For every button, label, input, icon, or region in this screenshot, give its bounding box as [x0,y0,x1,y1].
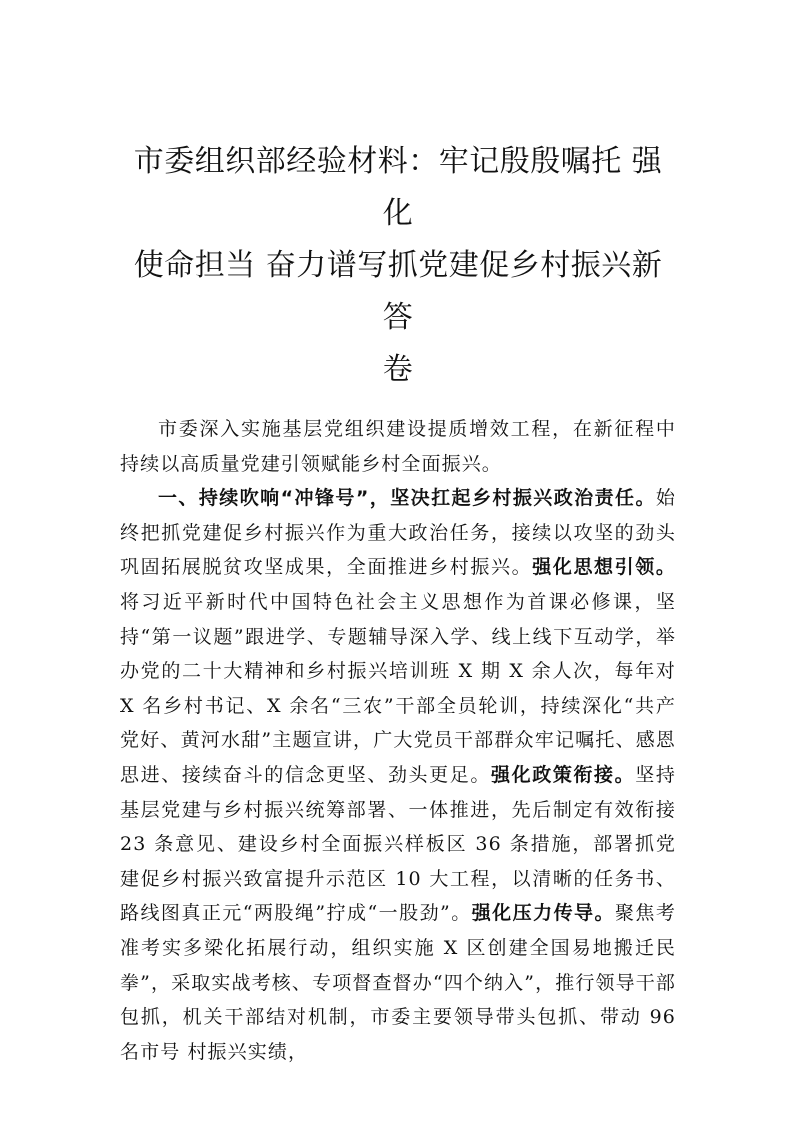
subheading-ideological-guidance: 强化思想引领。 [532,556,676,579]
document-title [120,136,676,396]
intro-paragraph: 市委深入实施基层党组织建设提质增效工程，在新征程中持续以高质量党建引领赋能乡村全面振兴。 [120,418,676,475]
title-line-2: 使命担当 奋力谱写抓党建促乡村振兴新答 [133,248,663,335]
policy-connection-text: 坚持基层党建与乡村振兴统筹部署、一体推进，先后制定有效衔接 23 条意见、建设乡村全面振兴样板区 36 条措施，部署抓党建促乡村振兴致富提升示范区 10 大工程，以清晰的任务书、路线图真正元“两股绳”拧成“一股劲”。 [120,763,676,925]
section-1-paragraph [120,481,676,1069]
subheading-pressure-transmission: 强化压力传导。 [471,902,615,925]
section-1-heading: 一、持续吹响“冲锋号”，坚决扛起乡村振兴政治责任。 [158,487,656,510]
title-line-3: 卷 [382,352,414,387]
subheading-policy-connection: 强化政策衔接。 [491,763,636,786]
pressure-transmission-text: 聚焦考准考实多梁化拓展行动，组织实施 X 区创建全国易地搬迁民拳”，采取实战考核、专项督查督办“四个纳入”，推行领导干部包抓，机关干部结对机制，市委主要领导带头包抓、带动 96 名市号 村振兴实绩， [120,902,676,1063]
document-body [120,412,676,1069]
section-1-lead: 始终把抓党建促乡村振兴作为重大政治任务，接续以攻坚的劲头巩固拓展脱贫攻坚成果，全面推进乡村振兴。 [120,487,676,579]
ideological-guidance-text: 将习近平新时代中国特色社会主义思想作为首课必修课，坚持“第一议题”跟进学、专题辅导深入学、线上线下互动学，举办党的二十大精神和乡村振兴培训班 X 期 X 余人次，每年对 X 名乡村书记、X 余名“三农”干部全员轮训，持续深化“共产党好、黄河水甜”主题宣讲，广大党员干部群众牢记嘱托、感恩思进、接续奋斗的信念更坚、劲头更足。 [120,590,676,786]
title-line-1: 市委组织部经验材料：牢记殷殷嘱托 强化 [133,144,663,231]
